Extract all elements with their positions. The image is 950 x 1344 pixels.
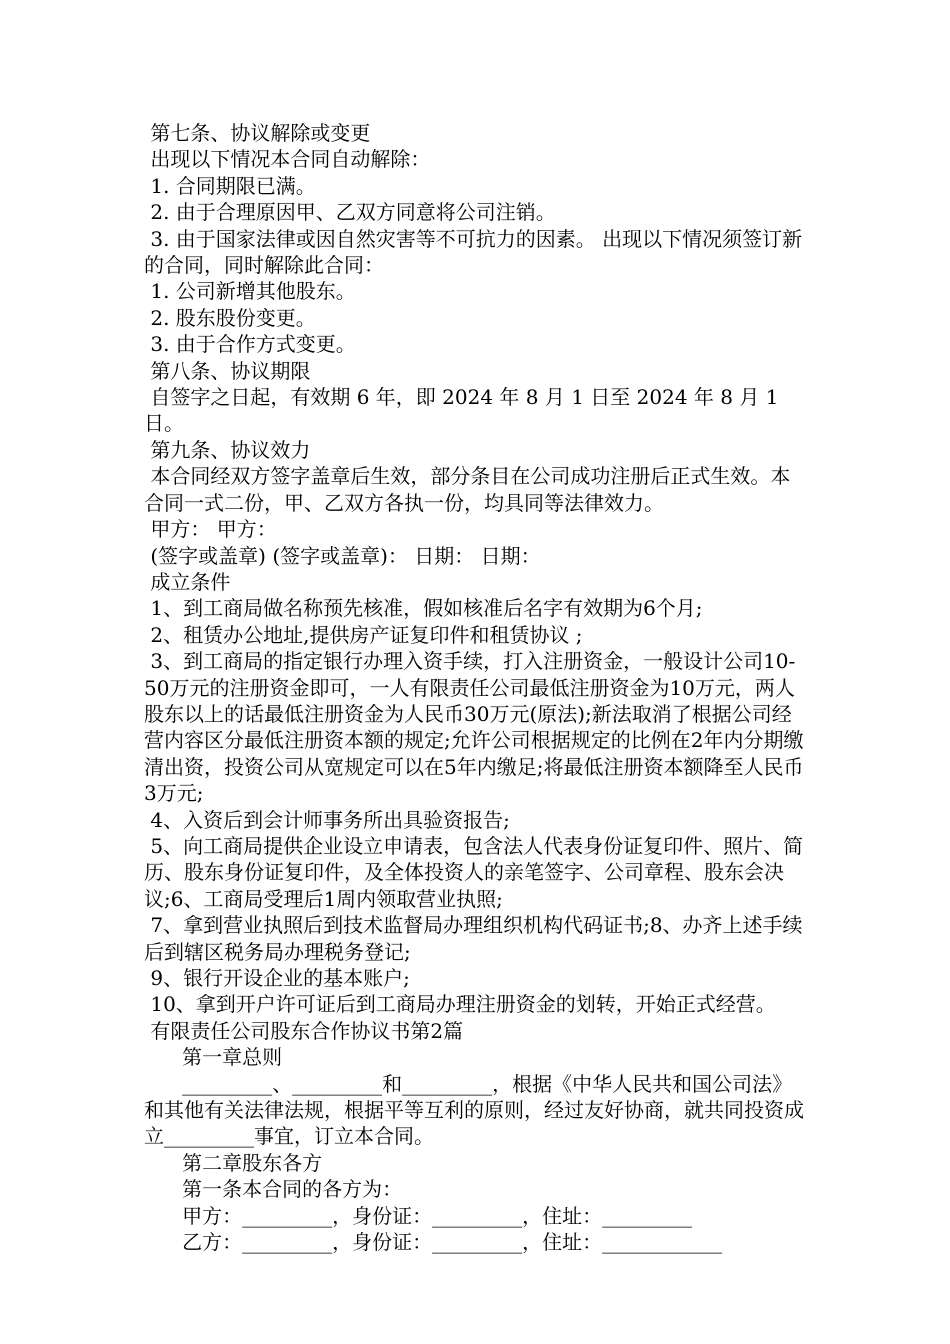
text-line: 1. 公司新增其他股东。 [144,279,356,304]
text-line: 乙方：_________，身份证：_________，住址：____________ [144,1230,723,1255]
text-line: 3. 由于国家法律或因自然灾害等不可抗力的因素。 出现以下情况须签订新的合同，同时解除此合同： [144,226,803,278]
text-line: 第七条、协议解除或变更 [144,121,371,145]
text-line: 有限责任公司股东合作协议书第2篇 [144,1018,464,1043]
text-line: 10、拿到开户许可证后到工商局办理注册资金的划转，开始正式经营。 [144,992,776,1017]
text-line: 5、向工商局提供企业设立申请表，包含法人代表身份证复印件、照片、简历、股东身份证复印件，及全体投资人的亲笔签字、公司章程、股东会决议;6、工商局受理后1周内领取营业执照; [144,833,804,911]
text-line: 1. 合同期限已满。 [144,173,316,198]
text-line: 自签字之日起，有效期 6 年，即 2024 年 8 月 1 日至 2024 年 8 月 1 日。 [144,385,785,436]
text-line: 第九条、协议效力 [144,437,311,462]
text-line: 3、到工商局的指定银行办理入资手续，打入注册资金，一般设计公司10-50万元的注册资金即可，一人有限责任公司最低注册资金为10万元，两人股东以上的话最低注册资金为人民币30万元(原法);新法取消了根据公司经营内容区分最低注册资本额的规定;允许公司根据规定的比例在2年内分期缴清出资，投资公司从宽规定可以在5年内缴足;将最低注册资本额降至人民币3万元; [144,649,804,806]
text-line: _________、_________和_________，根据《中华人民共和国公司法》和其他有关法律法规，根据平等互利的原则，经过友好协商，就共同投资成立_________事宜，订立本合同。 [144,1071,804,1149]
document-page [144,120,808,1255]
text-line: 成立条件 [144,569,231,594]
text-line: 2. 由于合理原因甲、乙双方同意将公司注销。 [144,200,556,225]
text-line: 9、银行开设企业的基本账户; [144,966,410,990]
text-line: 第一章总则 [144,1045,283,1070]
text-line: 7、拿到营业执照后到技术监督局办理组织机构代码证书;8、办齐上述手续后到辖区税务局办理税务登记; [144,913,803,964]
text-line: 甲方：_________，身份证：_________，住址：_________ [144,1203,693,1228]
text-line: 2. 股东股份变更。 [144,305,316,330]
text-line: (签字或盖章) (签字或盖章)： 日期： 日期： [144,543,541,568]
text-line: 甲方： 甲方： [144,517,277,542]
text-line: 第一条本合同的各方为： [144,1177,403,1202]
text-line: 2、租赁办公地址,提供房产证复印件和租赁协议 ; [144,622,583,647]
text-line: 第二章股东各方 [144,1150,323,1175]
text-line: 本合同经双方签字盖章后生效，部分条目在公司成功注册后正式生效。本合同一式二份，甲、乙双方各执一份，均具同等法律效力。 [144,464,791,515]
text-line: 出现以下情况本合同自动解除： [144,147,431,172]
text-line: 1、到工商局做名称预先核准，假如核准后名字有效期为6个月; [144,596,703,621]
text-line: 第八条、协议期限 [144,358,311,383]
text-line: 4、入资后到会计师事务所出具验资报告; [144,807,510,832]
text-line: 3. 由于合作方式变更。 [144,332,356,357]
